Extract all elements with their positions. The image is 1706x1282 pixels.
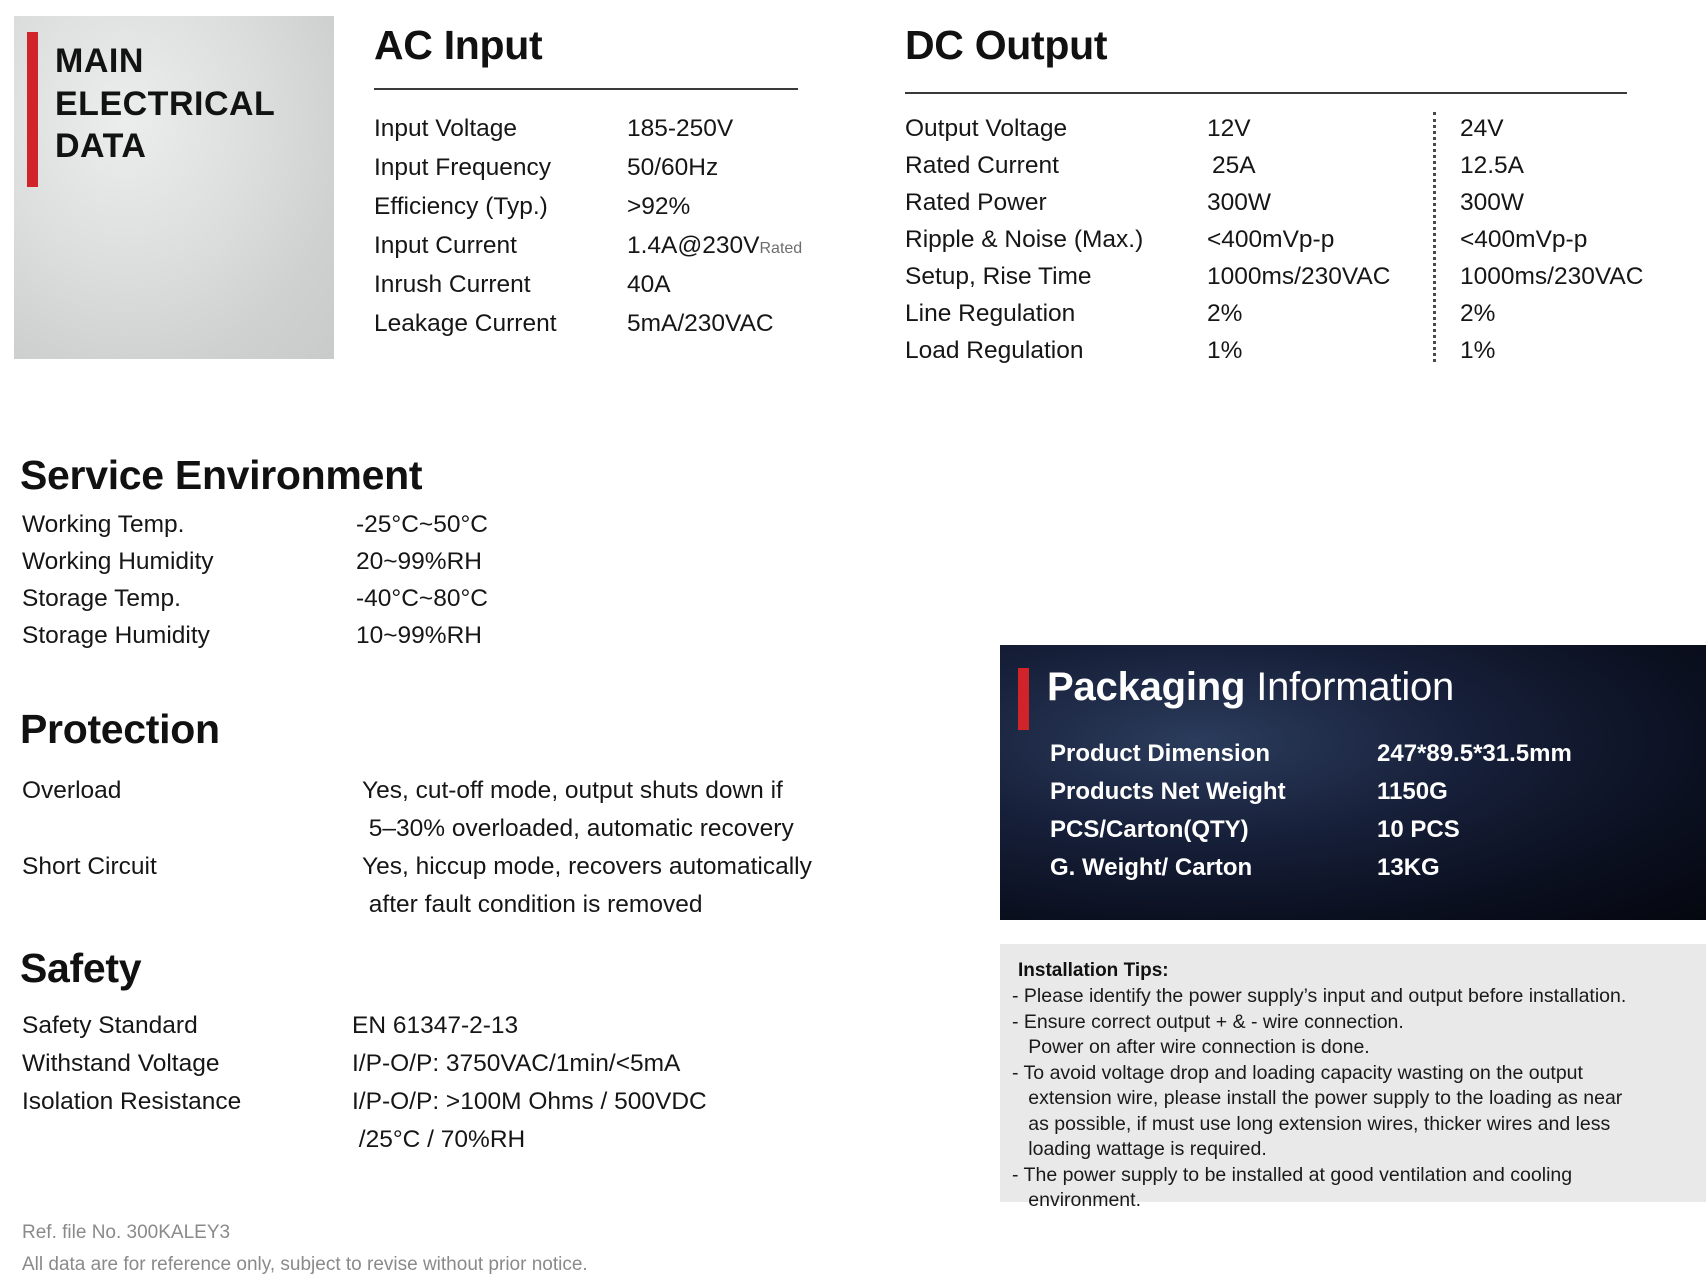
ac-input-value: 5mA/230VAC (627, 310, 774, 337)
dc-output-value-24v: 12.5A (1460, 152, 1525, 179)
packaging-label: PCS/Carton(QTY) (1050, 816, 1249, 843)
protection-label: Short Circuit (22, 853, 157, 880)
safety-value: EN 61347-2-13 (352, 1012, 519, 1039)
dc-output-value-12v: <400mVp-p (1207, 226, 1335, 253)
dc-output-label: Setup, Rise Time (905, 263, 1092, 290)
service-environment-value: -25°C~50°C (356, 511, 488, 538)
dc-output-value-12v: 12V (1207, 115, 1251, 142)
packaging-value: 247*89.5*31.5mm (1377, 740, 1572, 767)
installation-tip-line: loading wattage is required. (1012, 1138, 1267, 1160)
dc-output-value-24v: 300W (1460, 189, 1525, 216)
dc-output-label: Ripple & Noise (Max.) (905, 226, 1144, 253)
dc-output-label: Line Regulation (905, 300, 1076, 327)
safety-value-line1: I/P-O/P: >100M Ohms / 500VDC (352, 1088, 707, 1115)
installation-tip-line: environment. (1012, 1189, 1141, 1211)
badge-title-line1: MAIN (55, 42, 144, 80)
ac-input-value-main: 1.4A@230V (627, 232, 760, 259)
installation-tips-body (1012, 984, 1694, 1214)
ac-input-value: >92% (627, 193, 691, 220)
dc-output-value-12v: 1% (1207, 337, 1243, 364)
installation-tips-title: Installation Tips: (1018, 960, 1169, 981)
installation-tip-line: as possible, if must use long extension wires, thicker wires and less (1012, 1112, 1611, 1135)
ac-input-value: 40A (627, 271, 671, 298)
service-environment-value: 20~99%RH (356, 548, 482, 575)
dc-output-label: Load Regulation (905, 337, 1084, 364)
installation-tip-line: - To avoid voltage drop and loading capacity wasting on the output (1012, 1061, 1583, 1084)
dc-output-heading: DC Output (905, 22, 1108, 68)
ac-input-heading: AC Input (374, 22, 543, 68)
service-environment-value: -40°C~80°C (356, 585, 488, 612)
dc-output-value-12v: 300W (1207, 189, 1272, 216)
packaging-value: 1150G (1377, 778, 1448, 805)
safety-value: I/P-O/P: 3750VAC/1min/<5mA (352, 1050, 681, 1077)
packaging-value: 10 PCS (1377, 816, 1460, 843)
dc-output-heading-rule (905, 92, 1627, 94)
safety-label: Safety Standard (22, 1012, 198, 1039)
safety-label: Withstand Voltage (22, 1050, 220, 1077)
ac-input-value (627, 227, 802, 268)
ac-input-label: Input Current (374, 232, 517, 259)
installation-tip-line: - Ensure correct output + & - wire connection. (1012, 1010, 1404, 1033)
ac-input-label: Input Frequency (374, 154, 552, 181)
safety-value-line2: /25°C / 70%RH (352, 1126, 526, 1153)
packaging-value: 13KG (1377, 854, 1440, 881)
ac-input-heading-rule (374, 88, 798, 90)
protection-label: Overload (22, 777, 122, 804)
protection-value-line1: Yes, hiccup mode, recovers automatically (362, 853, 812, 880)
footer-disclaimer: All data are for reference only, subject to revise without prior notice. (22, 1254, 588, 1275)
dc-output-label: Rated Power (905, 189, 1047, 216)
protection-heading: Protection (20, 706, 220, 752)
installation-tip-line: - Please identify the power supply’s input and output before installation. (1012, 985, 1627, 1007)
dc-output-value-24v: <400mVp-p (1460, 226, 1588, 253)
badge-title-line2: ELECTRICAL (55, 84, 276, 123)
installation-tip-line: - The power supply to be installed at good ventilation and cooling (1012, 1163, 1573, 1186)
badge-title-line3: DATA (55, 127, 147, 165)
ac-input-label: Leakage Current (374, 310, 557, 337)
footer-ref-file: Ref. file No. 300KALEY3 (22, 1222, 231, 1243)
ac-input-label: Efficiency (Typ.) (374, 193, 548, 220)
packaging-title-bold: Packaging (1047, 665, 1246, 709)
dc-output-value-24v: 2% (1460, 300, 1496, 327)
dc-output-value-24v: 1000ms/230VAC (1460, 263, 1644, 290)
installation-tip-line: extension wire, please install the power supply to the loading as near (1012, 1087, 1623, 1109)
service-environment-label: Storage Humidity (22, 622, 210, 649)
safety-label: Isolation Resistance (22, 1088, 242, 1115)
dc-output-value-12v: 1000ms/230VAC (1207, 263, 1391, 290)
dc-output-value-12v: 2% (1207, 300, 1243, 327)
packaging-label: Products Net Weight (1050, 778, 1286, 805)
protection-value-line1: Yes, cut-off mode, output shuts down if (362, 777, 783, 804)
dc-output-label: Rated Current (905, 152, 1059, 179)
safety-heading: Safety (20, 945, 142, 991)
ac-input-value: 185-250V (627, 115, 734, 142)
service-environment-label: Working Humidity (22, 548, 214, 575)
ac-input-label: Inrush Current (374, 271, 531, 298)
service-environment-label: Storage Temp. (22, 585, 181, 612)
dc-output-label: Output Voltage (905, 115, 1068, 142)
protection-value-line2: 5–30% overloaded, automatic recovery (362, 815, 794, 842)
dc-output-value-24v: 1% (1460, 337, 1496, 364)
dc-output-value-24v: 24V (1460, 115, 1504, 142)
packaging-label: G. Weight/ Carton (1050, 854, 1253, 881)
badge-title (55, 40, 275, 168)
service-environment-heading: Service Environment (20, 452, 423, 498)
badge-accent-bar (27, 32, 38, 187)
protection-value-line2: after fault condition is removed (362, 891, 703, 918)
dc-output-value-12v: 25A (1212, 152, 1256, 179)
packaging-title-light: Information (1245, 665, 1455, 709)
packaging-accent-bar (1018, 668, 1029, 730)
ac-input-label: Input Voltage (374, 115, 518, 142)
ac-input-value: 50/60Hz (627, 154, 719, 181)
installation-tip-line: Power on after wire connection is done. (1012, 1036, 1370, 1058)
ac-input-value-subscript: Rated (759, 240, 803, 257)
service-environment-value: 10~99%RH (356, 622, 482, 649)
dc-output-column-separator (1433, 112, 1436, 362)
service-environment-label: Working Temp. (22, 511, 185, 538)
packaging-label: Product Dimension (1050, 740, 1271, 767)
packaging-title (1047, 665, 1454, 710)
